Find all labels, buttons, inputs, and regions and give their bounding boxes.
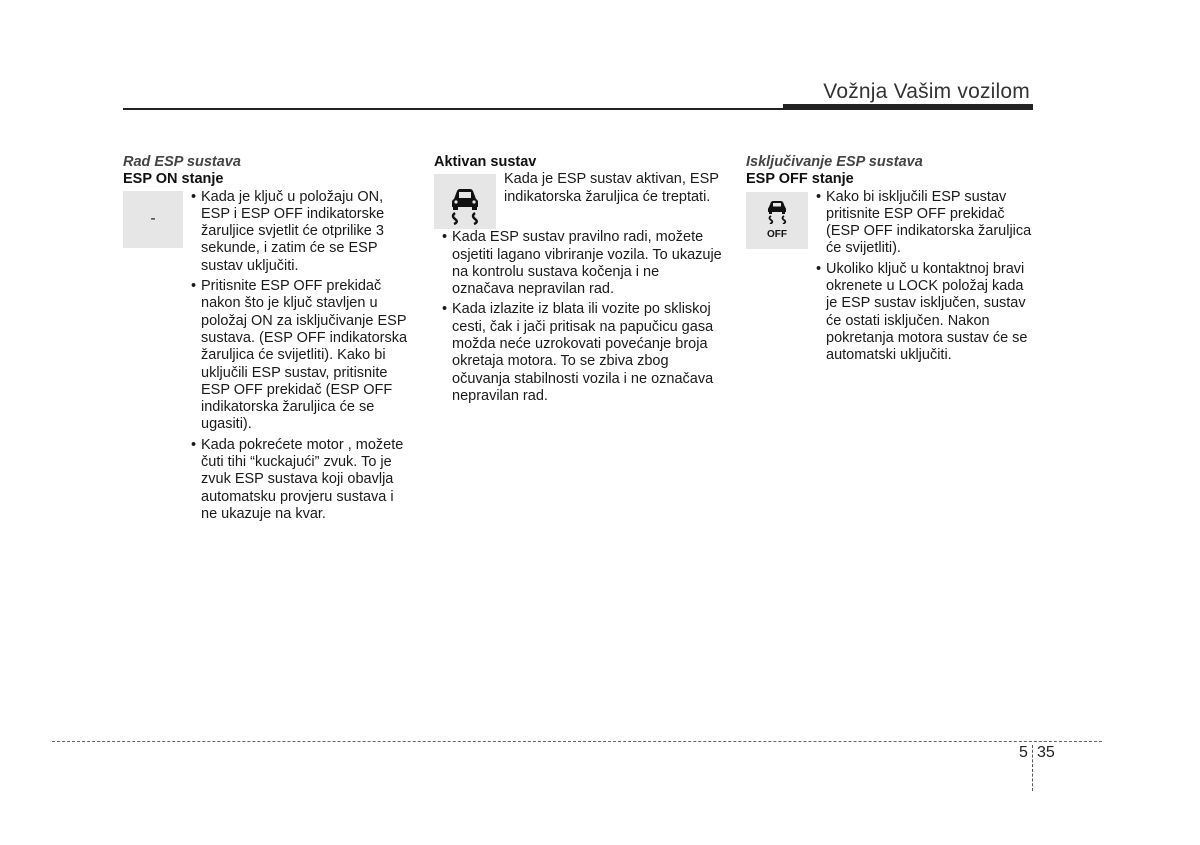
header-rule-accent [783, 104, 1033, 110]
footer-rule [52, 741, 1102, 742]
esp-on-indicator-placeholder [123, 191, 183, 248]
column-esp-on [123, 154, 413, 526]
off-label: OFF [767, 229, 787, 241]
list-item: • Kada izlazite iz blata ili vozite po skliskoj cesti, čak i jači pritisak na papučicu gasa možda neće uzrokovati povećanje broja okretaja motora. To se zbiva zbog očuvanja stabilnosti vozila i ne označava nepravilan rad. [442, 301, 724, 405]
intro-text: Kada je ESP sustav aktivan, ESP indikatorska žaruljica će treptati. [504, 171, 719, 205]
page-number: 35 [1037, 744, 1055, 761]
subsection-title: Aktivan sustav [434, 154, 537, 170]
page-header-title: Vožnja Vašim vozilom [823, 80, 1030, 103]
subsection-title: ESP ON stanje [123, 171, 224, 188]
esp-off-icon [746, 192, 808, 249]
placeholder-dash: - [150, 210, 156, 228]
section-title: Rad ESP sustava [123, 154, 241, 170]
list-item: • Ukoliko ključ u kontaktnoj bravi okrenete u LOCK položaj kada je ESP sustav isključen, sustav će ostati isključen. Nakon pokretanja motora sustav će se automatski uključiti. [816, 261, 1036, 365]
subsection-title: ESP OFF stanje [746, 171, 854, 188]
list-item: • Kada ESP sustav pravilno radi, možete osjetiti lagano vibriranje vozila. To ukazuje na kontrolu sustava kočenja i ne označava nepravilan rad. [442, 229, 724, 298]
esp-skid-icon [434, 174, 496, 229]
header-rule [123, 108, 783, 110]
section-title: Isključivanje ESP sustava [746, 154, 923, 170]
list-item: • Kako bi isključili ESP sustav pritisnite ESP OFF prekidač (ESP OFF indikatorska žaruljica će svijetliti). [816, 189, 1036, 258]
page-separator [1032, 745, 1033, 791]
list-item: • Kada je ključ u položaju ON, ESP i ESP OFF indikatorske žaruljice svjetlit će otprilike 3 sekunde, i zatim će se ESP sustav uključiti. [191, 189, 413, 275]
list-item: • Kada pokrećete motor , možete čuti tihi “kuckajući” zvuk. To je zvuk ESP sustava koji obavlja automatsku provjeru sustava i ne ukazuje na kvar. [191, 437, 413, 523]
column-active-system [434, 154, 724, 408]
column-esp-off [746, 154, 1036, 368]
bullet-list [372, 229, 724, 405]
list-item: • Pritisnite ESP OFF prekidač nakon što je ključ stavljen u položaj ON za isključivanje ESP sustava. (ESP OFF indikatorska žaruljica će svijetliti). Kako bi uključili ESP sustav, pritisnite ESP OFF prekidač (ESP OFF indikatorska žaruljica će se ugasiti). [191, 278, 413, 434]
section-number: 5 [1019, 744, 1028, 761]
bullet-list [816, 189, 1036, 365]
